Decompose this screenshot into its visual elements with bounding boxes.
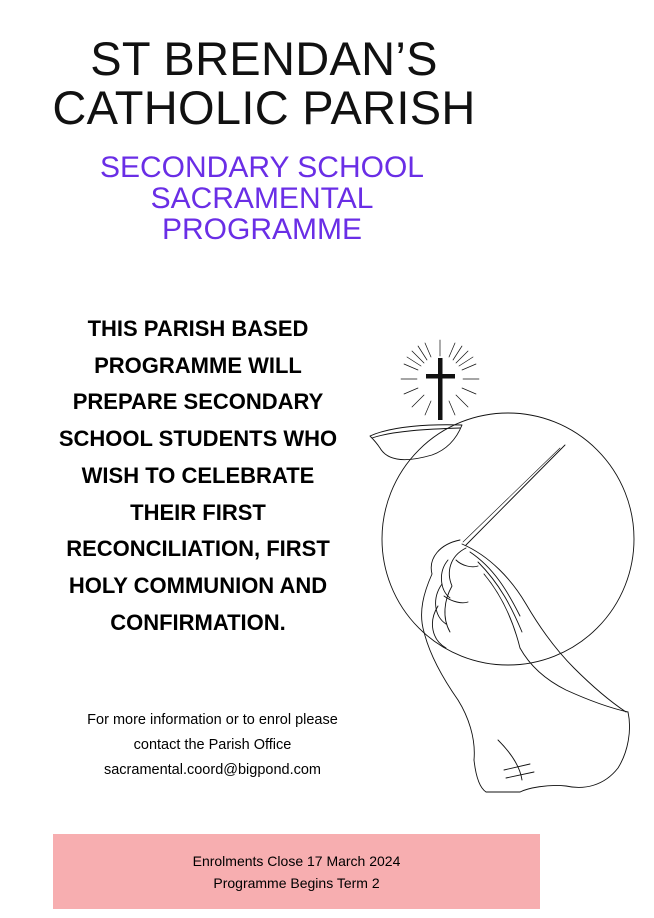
subtitle-line-2: SACRAMENTAL [150, 182, 374, 215]
contact-line-2: contact the Parish Office [133, 737, 292, 753]
title-line-1: ST BRENDAN’S [90, 32, 438, 85]
programme-start: Programme Begins Term 2 [213, 874, 380, 891]
description-line: PROGRAMME WILL [94, 352, 302, 378]
description-line: WISH TO CELEBRATE [81, 462, 315, 488]
description-line: SCHOOL STUDENTS WHO [58, 426, 338, 452]
title-line-2: CATHOLIC PARISH [52, 81, 476, 134]
subtitle-line-1: SECONDARY SCHOOL [100, 151, 424, 184]
enrolment-close-date: Enrolments Close 17 March 2024 [192, 852, 401, 869]
programme-description [30, 311, 366, 641]
description-line: RECONCILIATION, FIRST [66, 536, 330, 562]
description-line: HOLY COMMUNION AND [68, 572, 328, 598]
description-line: THIS PARISH BASED [87, 316, 309, 341]
description-line: PREPARE SECONDARY [72, 389, 324, 415]
chalice-icon [370, 425, 462, 460]
description-line: CONFIRMATION. [110, 609, 286, 635]
contact-line-1: For more information or to enrol please [87, 712, 338, 728]
description-line: THEIR FIRST [130, 499, 266, 525]
praying-hands-chalice-host-icon [355, 335, 640, 800]
enrolment-banner [53, 834, 540, 909]
contact-info [40, 708, 385, 783]
subtitle-line-3: PROGRAMME [161, 213, 362, 246]
cross-icon [438, 358, 443, 420]
praying-hands-icon [422, 540, 630, 792]
contact-email[interactable]: sacramental.coord@bigpond.com [103, 762, 322, 778]
programme-subtitle [0, 152, 524, 245]
page-title [0, 34, 528, 132]
